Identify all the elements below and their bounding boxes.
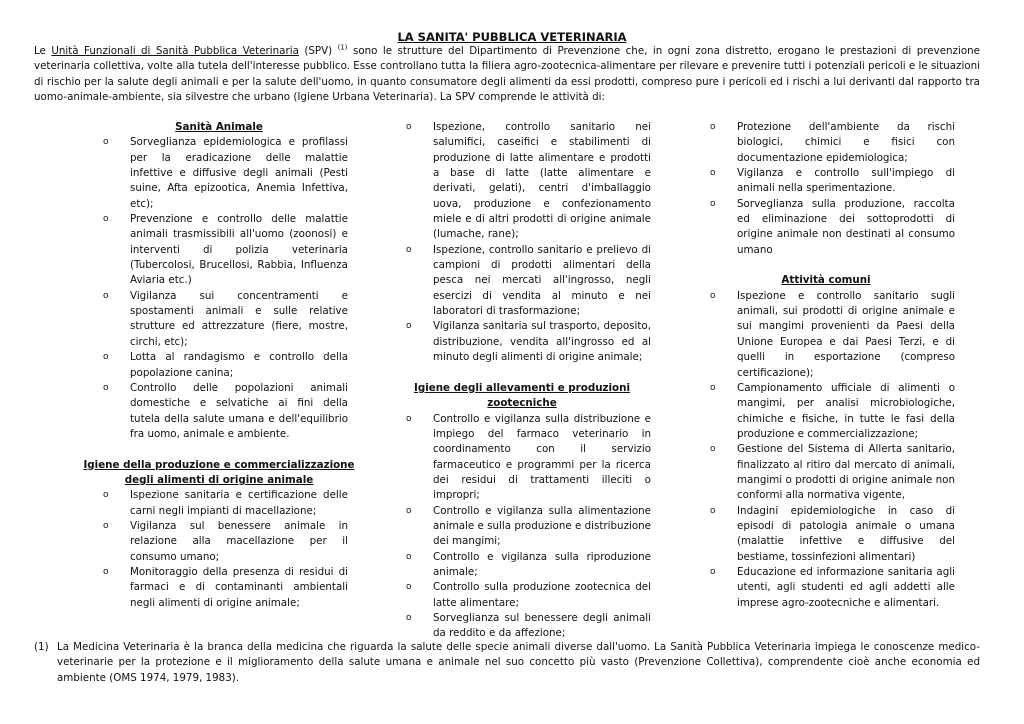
column-1 bbox=[83, 120, 355, 611]
bullet-icon: o bbox=[103, 290, 109, 301]
bullet-icon: o bbox=[710, 168, 716, 179]
bullet-icon: o bbox=[710, 444, 716, 455]
bullet-icon: o bbox=[103, 352, 109, 363]
footnote-number: (1) bbox=[34, 641, 49, 653]
bullet-icon: o bbox=[103, 490, 109, 501]
list-item: o Protezione dell'ambiente da rischi biologici, chimici e fisici con documentazione epidemiologica; bbox=[710, 121, 955, 164]
list-item: o Controllo e vigilanza sulla alimentazione animale e sulla produzione e distribuzione dei mangimi; bbox=[406, 504, 651, 548]
bullet-icon: o bbox=[710, 505, 716, 516]
list-item: o Prevenzione e controllo delle malattie animali trasmissibili all'uomo (zoonosi) e interventi di polizia veterinaria (Tubercolosi, Brucellosi, Rabbia, Influenza Aviaria etc.) bbox=[103, 213, 348, 287]
list-item: o Ispezione, controllo sanitario e prelievo di campioni di prodotti alimentari della pesca nei mercati all'ingrosso, negli esercizi di vendita al minuto e nei laboratori di trasformazione; bbox=[406, 243, 651, 318]
list-item: o Vigilanza sui concentramenti e spostamenti animali e sulle relative strutture ed attrezzature (fiere, mostre, circhi, etc); bbox=[103, 289, 348, 348]
list-igiene-allevamenti bbox=[393, 412, 651, 642]
bullet-icon: o bbox=[710, 122, 716, 132]
intro-body: sono le strutture del Dipartimento di Prevenzione che, in ogni zona distretto, erogano le prestazioni di prevenzione veterinaria collettiva, volte alla tutela dell'interesse pubblico. Esse controllano tutta la filiera agro-zootecnica-alimentare per rilevare e prevenire tutti i potenziali pericoli e le situazioni di rischio per la salute degli animali e per la salute dell'uomo, in quanto consumatore degli alimenti da essi prodotti, compreso pure i pericoli ed i rischi a lui derivanti dal rapporto tra uomo-animale-ambiente, sia silvestre che urbano (Igiene Urbana Veterinaria). La SPV comprende le attività di: bbox=[34, 45, 980, 104]
list-item: o Lotta al randagismo e controllo della popolazione canina; bbox=[103, 351, 348, 379]
list-item: o Vigilanza e controllo sull'impiego di animali nella sperimentazione. bbox=[710, 167, 955, 195]
section-title-attivita-comuni: Attività comuni bbox=[781, 274, 871, 287]
list-item: o Sorveglianza sulla produzione, raccolta ed eliminazione dei sottoprodotti di origine animale non destinati al consumo umano bbox=[710, 197, 955, 256]
bullet-icon: o bbox=[103, 566, 109, 577]
column-3 bbox=[697, 120, 955, 611]
list-sanita-animale bbox=[90, 135, 348, 442]
list-item: o Sorveglianza epidemiologica e profilassi per la eradicazione delle malattie infettive e diffusive degli animali (Pesti suine, Afta epizootica, Anemia Infettiva, etc); bbox=[103, 136, 348, 210]
bullet-icon: o bbox=[406, 321, 412, 332]
bullet-icon: o bbox=[710, 290, 716, 301]
bullet-icon: o bbox=[103, 214, 109, 225]
bullet-icon: o bbox=[710, 382, 716, 393]
section-title-sanita-animale: Sanità Animale bbox=[175, 121, 263, 133]
list-item: o Indagini epidemiologiche in caso di episodi di patologia animale o umana (malattie infettive e diffusive del bestiame, tossinfezioni alimentari) bbox=[710, 504, 955, 563]
list-item: o Controllo delle popolazioni animali domestiche e selvatiche ai fini della tutela della salute umana e dell'equilibrio fra uomo, animale e ambiente. bbox=[103, 381, 348, 440]
list-item: o Controllo sulla produzione zootecnica del latte alimentare; bbox=[406, 581, 651, 609]
list-item: o Ispezione sanitaria e certificazione delle carni negli impianti di macellazione; bbox=[103, 489, 348, 517]
section-title-igiene-allevamenti: Igiene degli allevamenti e produzioni zootecniche bbox=[414, 381, 630, 410]
list-attivita-comuni bbox=[697, 289, 955, 611]
intro-lead: Le bbox=[34, 45, 52, 57]
bullet-icon: o bbox=[103, 137, 109, 148]
list-item: o Sorveglianza sul benessere degli animali da reddito e da affezione; bbox=[406, 612, 651, 640]
bullet-icon: o bbox=[406, 551, 412, 562]
list-item: o Campionamento ufficiale di alimenti o mangimi, per analisi microbiologiche, chimiche e fisiche, in tutte le fasi della produzione e commercializzazione; bbox=[710, 381, 955, 440]
list-item: o Monitoraggio della presenza di residui di farmaci e di contaminanti ambientali negli alimenti di origine animale; bbox=[103, 565, 348, 609]
bullet-icon: o bbox=[406, 244, 412, 255]
footnote bbox=[34, 640, 980, 686]
bullet-icon: o bbox=[406, 122, 412, 132]
intro-paragraph bbox=[34, 44, 980, 106]
list-item: o Vigilanza sanitaria sul trasporto, deposito, distribuzione, vendita all'ingrosso ed al minuto degli alimenti di origine animale; bbox=[406, 320, 651, 364]
column-2 bbox=[393, 120, 651, 642]
document-title: LA SANITA' PUBBLICA VETERINARIA bbox=[397, 30, 627, 44]
bullet-icon: o bbox=[406, 613, 412, 623]
bullet-icon: o bbox=[103, 520, 109, 531]
section-title-igiene-produzione: Igiene della produzione e commercializzazione degli alimenti di origine animale bbox=[83, 458, 355, 486]
bullet-icon: o bbox=[406, 413, 412, 424]
list-item: o Ispezione e controllo sanitario sugli animali, sui prodotti di origine animale e sui mangimi provenienti da Paesi della Unione Europea e dai Paesi Terzi, e di quelli in esportazione (compreso certificazione); bbox=[710, 289, 955, 379]
list-item: o Gestione del Sistema di Allerta sanitario, finalizzato al ritiro dal mercato di animali, mangimi o prodotti di origine animale non conformi alla normativa vigente, bbox=[710, 443, 955, 502]
list-item: o Controllo e vigilanza sulla riproduzione animale; bbox=[406, 550, 651, 578]
list-item: o Controllo e vigilanza sulla distribuzione e impiego del farmaco veterinario in coordinamento con il servizio farmaceutico e programmi per la ricerca dei residui di trattamenti illeciti o impropri; bbox=[406, 412, 651, 502]
bullet-icon: o bbox=[406, 582, 412, 593]
intro-link-spv: Unità Funzionali di Sanità Pubblica Veterinaria bbox=[51, 45, 299, 57]
list-item: o Ispezione, controllo sanitario nei salumifici, caseifici e stabilimenti di produzione di latte alimentare e prodotti a base di latte (latte alimentare e derivati, gelati), centri d'imballaggio uova, produzione e confezionamento miele e di altri prodotti di origine animale (lumache, rane); bbox=[406, 121, 651, 241]
bullet-icon: o bbox=[103, 382, 109, 393]
bullet-icon: o bbox=[710, 198, 716, 209]
bullet-icon: o bbox=[406, 505, 412, 516]
list-protezione-ambiente bbox=[697, 120, 955, 258]
list-item: o Vigilanza sul benessere animale in relazione alla macellazione per il consumo umano; bbox=[103, 519, 348, 563]
list-ispezione-controllo bbox=[393, 120, 651, 366]
list-igiene-produzione bbox=[90, 488, 348, 611]
intro-abbr: (SPV) bbox=[298, 45, 338, 57]
list-item: o Educazione ed informazione sanitaria agli utenti, agli studenti ed agli addetti alle imprese agro-zootecniche e alimentari. bbox=[710, 565, 955, 609]
footnote-text: La Medicina Veterinaria è la branca della medicina che riguarda la salute delle specie animali diverse dall'uomo. La Sanità Pubblica Veterinaria impiega le conoscenze medico-veterinarie per la protezione e il miglioramento della salute umana e animale nel suo concetto più vasto (Prevenzione Collettiva), comprendente cioè anche economia ed ambiente (OMS 1974, 1979, 1983). bbox=[57, 641, 980, 684]
bullet-icon: o bbox=[710, 566, 716, 577]
footnote-ref: (1) bbox=[337, 43, 348, 52]
